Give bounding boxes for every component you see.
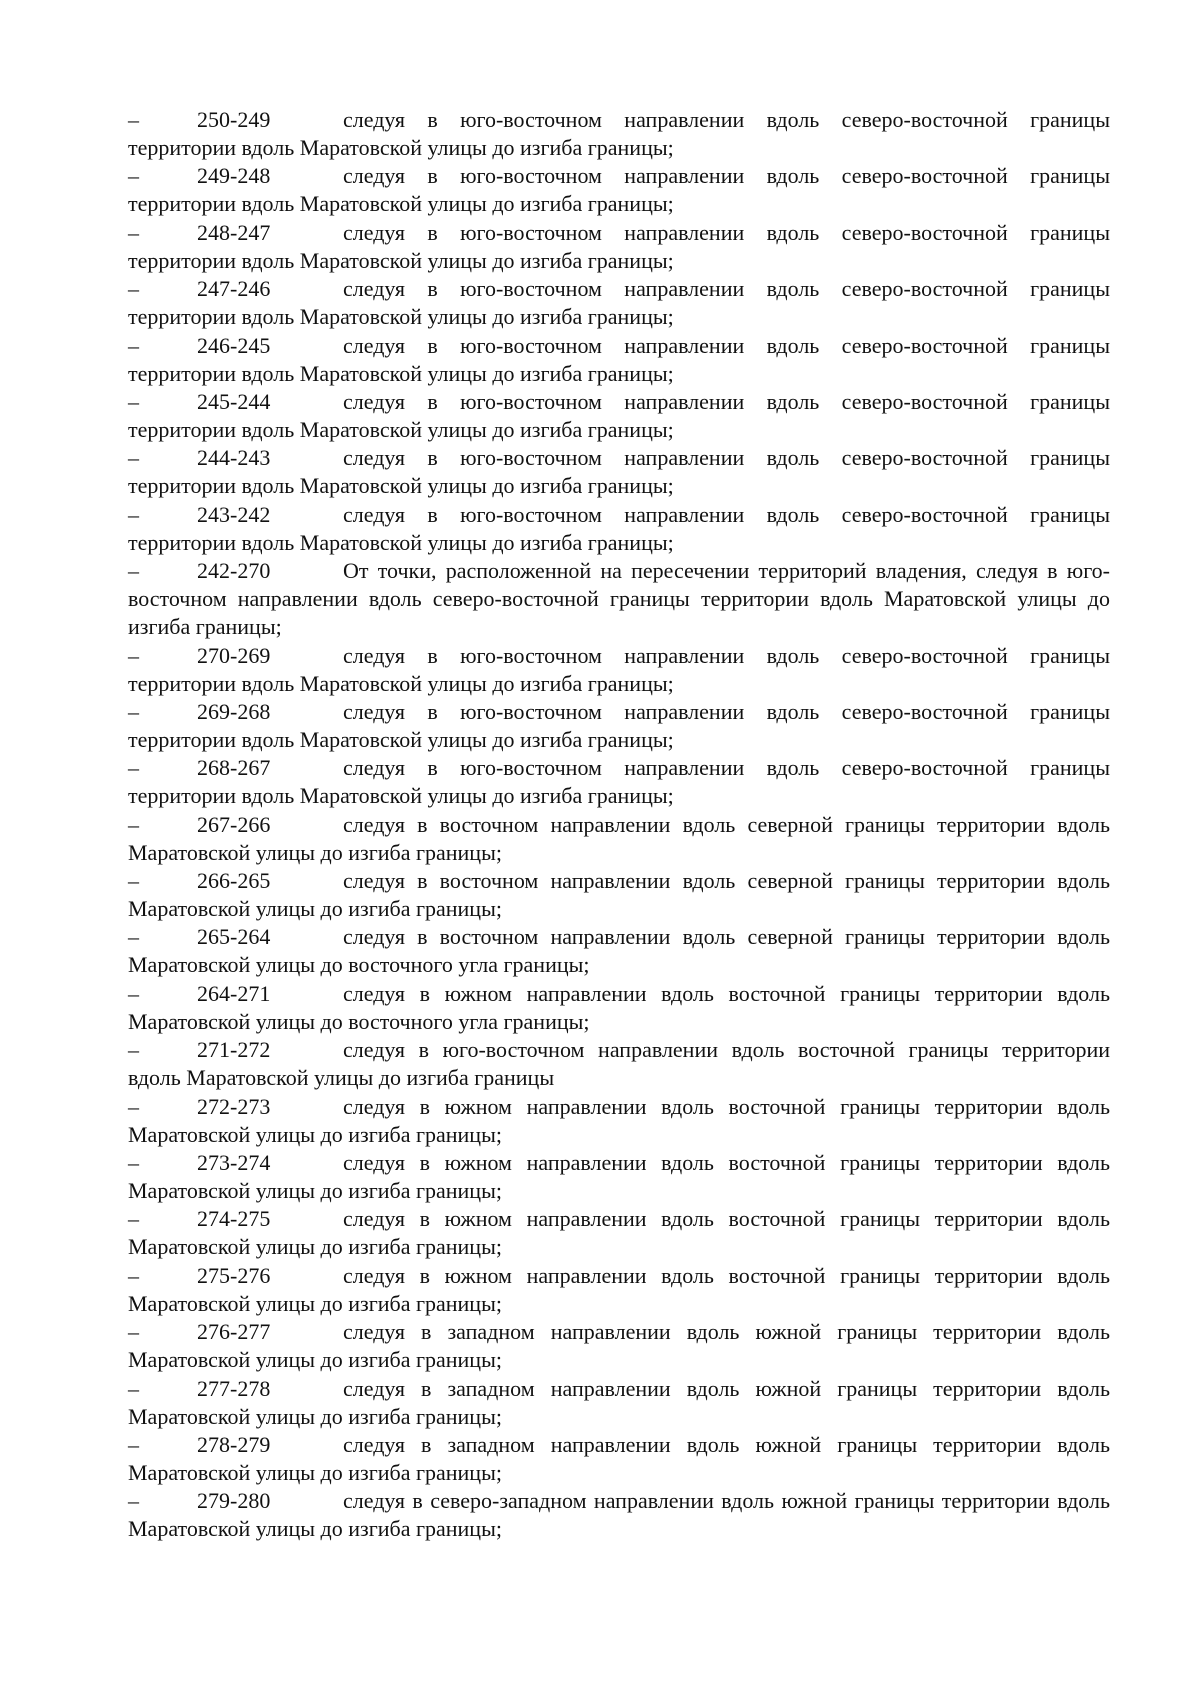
- segment-code: 269-268: [197, 698, 271, 724]
- boundary-entry: [128, 1262, 1110, 1318]
- boundary-entry: [128, 444, 1110, 500]
- segment-description: следуя в юго-восточном направлении вдоль северо-восточной границы территории вдоль Маратовской улицы до изгиба границы;: [128, 698, 1110, 752]
- segment-code: 274-275: [197, 1206, 271, 1232]
- boundary-entry: [128, 811, 1110, 867]
- entry-dash: –: [128, 1206, 139, 1232]
- boundary-entry: [128, 1205, 1110, 1261]
- segment-description: следуя в юго-восточном направлении вдоль северо-восточной границы территории вдоль Маратовской улицы до изгиба границы;: [128, 501, 1110, 555]
- segment-code: 245-244: [197, 388, 271, 414]
- segment-code: 247-246: [197, 276, 271, 302]
- segment-code: 276-277: [197, 1319, 271, 1345]
- segment-description: следуя в юго-восточном направлении вдоль северо-восточной границы территории вдоль Маратовской улицы до изгиба границы;: [128, 107, 1110, 160]
- entry-dash: –: [128, 107, 139, 132]
- entry-dash: –: [128, 219, 139, 245]
- entry-dash: –: [128, 1093, 139, 1119]
- boundary-entry: [128, 332, 1110, 388]
- segment-description: следуя в юго-восточном направлении вдоль северо-восточной границы территории вдоль Маратовской улицы до изгиба границы;: [128, 276, 1110, 330]
- boundary-entry: [128, 219, 1110, 275]
- boundary-entry: [128, 1375, 1110, 1431]
- entry-dash: –: [128, 445, 139, 471]
- segment-code: 266-265: [197, 868, 271, 894]
- entry-dash: –: [128, 924, 139, 950]
- segment-code: 250-249: [197, 107, 271, 132]
- segment-description: следуя в юго-восточном направлении вдоль северо-восточной границы территории вдоль Маратовской улицы до изгиба границы;: [128, 163, 1110, 217]
- entry-dash: –: [128, 1431, 139, 1457]
- segment-code: 265-264: [197, 924, 271, 950]
- boundary-entry: [128, 1487, 1110, 1543]
- segment-description: следуя в южном направлении вдоль восточной границы территории вдоль Маратовской улицы до изгиба границы;: [128, 1262, 1110, 1316]
- segment-code: 273-274: [197, 1150, 271, 1176]
- segment-code: 271-272: [197, 1037, 271, 1063]
- entry-dash: –: [128, 698, 139, 724]
- entry-dash: –: [128, 980, 139, 1006]
- entry-dash: –: [128, 811, 139, 837]
- entry-dash: –: [128, 1488, 139, 1514]
- segment-description: следуя в юго-восточном направлении вдоль северо-восточной границы территории вдоль Маратовской улицы до изгиба границы;: [128, 642, 1110, 696]
- entry-dash: –: [128, 388, 139, 414]
- boundary-entry: [128, 698, 1110, 754]
- segment-code: 279-280: [197, 1488, 271, 1514]
- boundary-entry: [128, 388, 1110, 444]
- entry-dash: –: [128, 1375, 139, 1401]
- segment-description: От точки, расположенной на пересечении территорий владения, следуя в юго-восточном направлении вдоль северо-восточной границы территории вдоль Маратовской улицы до изгиба границы;: [128, 558, 1110, 640]
- segment-code: 272-273: [197, 1093, 271, 1119]
- segment-code: 268-267: [197, 755, 271, 781]
- boundary-entry: [128, 162, 1110, 218]
- segment-description: следуя в юго-восточном направлении вдоль северо-восточной границы территории вдоль Маратовской улицы до изгиба границы;: [128, 755, 1110, 809]
- segment-description: следуя в южном направлении вдоль восточной границы территории вдоль Маратовской улицы до изгиба границы;: [128, 1150, 1110, 1204]
- boundary-entry: [128, 501, 1110, 557]
- entry-dash: –: [128, 276, 139, 302]
- entry-dash: –: [128, 558, 139, 584]
- segment-description: следуя в юго-восточном направлении вдоль восточной границы территории вдоль Маратовской улицы до изгиба границы: [128, 1037, 1110, 1091]
- entry-dash: –: [128, 642, 139, 668]
- boundary-entry: [128, 1431, 1110, 1487]
- segment-code: 248-247: [197, 219, 271, 245]
- boundary-entry: [128, 1149, 1110, 1205]
- segment-code: 249-248: [197, 163, 271, 189]
- segment-description: следуя в южном направлении вдоль восточной границы территории вдоль Маратовской улицы до восточного угла границы;: [128, 980, 1110, 1034]
- boundary-entry: [128, 980, 1110, 1036]
- segment-code: 242-270: [197, 558, 271, 584]
- boundary-entry: [128, 557, 1110, 641]
- segment-description: следуя в восточном направлении вдоль северной границы территории вдоль Маратовской улицы до изгиба границы;: [128, 811, 1110, 865]
- boundary-entry: [128, 1093, 1110, 1149]
- segment-code: 246-245: [197, 332, 271, 358]
- boundary-entry: [128, 1318, 1110, 1374]
- boundary-entry: [128, 1036, 1110, 1092]
- segment-code: 264-271: [197, 980, 271, 1006]
- boundary-entry: [128, 754, 1110, 810]
- segment-description: следуя в юго-восточном направлении вдоль северо-восточной границы территории вдоль Маратовской улицы до изгиба границы;: [128, 219, 1110, 273]
- boundary-entry: [128, 275, 1110, 331]
- entry-dash: –: [128, 332, 139, 358]
- entry-dash: –: [128, 501, 139, 527]
- segment-code: 244-243: [197, 445, 271, 471]
- segment-description: следуя в южном направлении вдоль восточной границы территории вдоль Маратовской улицы до изгиба границы;: [128, 1206, 1110, 1260]
- entry-dash: –: [128, 163, 139, 189]
- entry-dash: –: [128, 1262, 139, 1288]
- entry-dash: –: [128, 1319, 139, 1345]
- boundary-entry: [128, 642, 1110, 698]
- segment-description: следуя в западном направлении вдоль южной границы территории вдоль Маратовской улицы до изгиба границы;: [128, 1431, 1110, 1485]
- boundary-entry: [128, 867, 1110, 923]
- segment-description: следуя в юго-восточном направлении вдоль северо-восточной границы территории вдоль Маратовской улицы до изгиба границы;: [128, 388, 1110, 442]
- entry-dash: –: [128, 1037, 139, 1063]
- segment-code: 270-269: [197, 642, 271, 668]
- segment-description: следуя в юго-восточном направлении вдоль северо-восточной границы территории вдоль Маратовской улицы до изгиба границы;: [128, 332, 1110, 386]
- segment-description: следуя в восточном направлении вдоль северной границы территории вдоль Маратовской улицы до восточного угла границы;: [128, 924, 1110, 978]
- segment-description: следуя в западном направлении вдоль южной границы территории вдоль Маратовской улицы до изгиба границы;: [128, 1319, 1110, 1373]
- entry-dash: –: [128, 868, 139, 894]
- segment-description: следуя в южном направлении вдоль восточной границы территории вдоль Маратовской улицы до изгиба границы;: [128, 1093, 1110, 1147]
- document-body: [128, 106, 1110, 1544]
- segment-code: 275-276: [197, 1262, 271, 1288]
- entry-dash: –: [128, 1150, 139, 1176]
- segment-code: 243-242: [197, 501, 271, 527]
- segment-description: следуя в юго-восточном направлении вдоль северо-восточной границы территории вдоль Маратовской улицы до изгиба границы;: [128, 445, 1110, 499]
- segment-code: 267-266: [197, 811, 271, 837]
- segment-code: 277-278: [197, 1375, 271, 1401]
- segment-code: 278-279: [197, 1431, 271, 1457]
- boundary-entry: [128, 923, 1110, 979]
- boundary-entry: [128, 106, 1110, 162]
- segment-description: следуя в западном направлении вдоль южной границы территории вдоль Маратовской улицы до изгиба границы;: [128, 1375, 1110, 1429]
- segment-description: следуя в восточном направлении вдоль северной границы территории вдоль Маратовской улицы до изгиба границы;: [128, 868, 1110, 922]
- entry-dash: –: [128, 755, 139, 781]
- segment-description: следуя в северо-западном направлении вдоль южной границы территории вдоль Маратовской улицы до изгиба границы;: [128, 1488, 1110, 1542]
